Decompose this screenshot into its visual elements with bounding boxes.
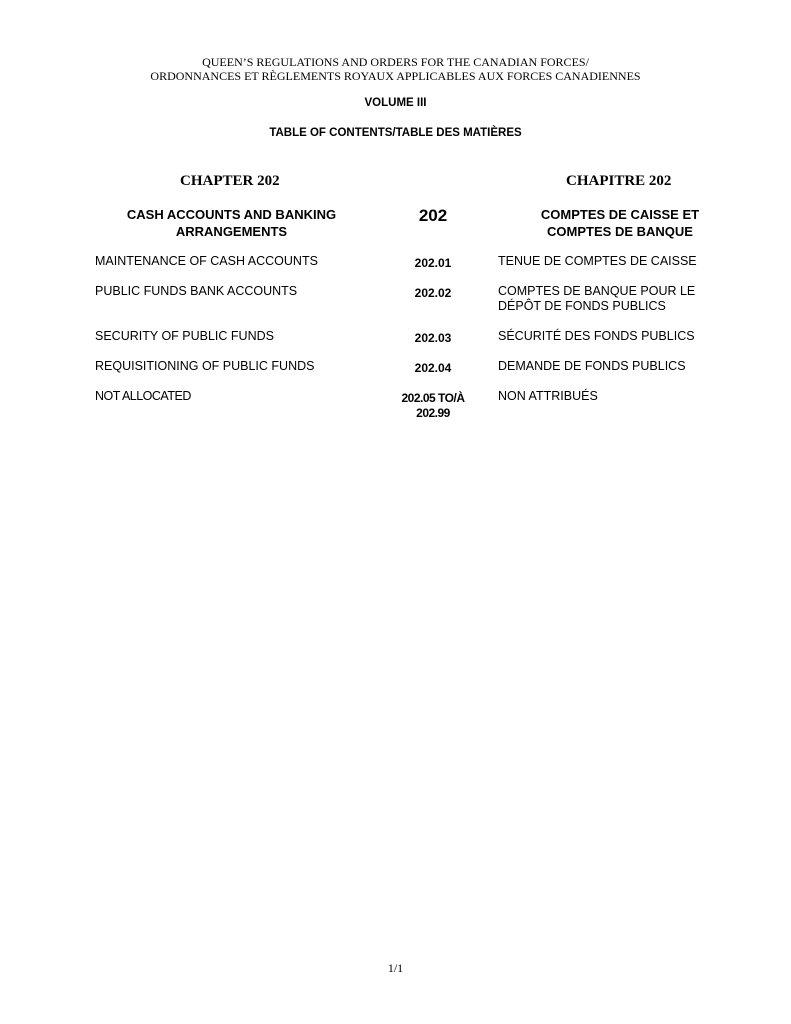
header-line-2: ORDONNANCES ET RÈGLEMENTS ROYAUX APPLICABLES AUX FORCES CANADIENNES: [150, 69, 641, 83]
volume-label: VOLUME III: [364, 97, 427, 109]
toc-entry-number-line-1: 202.05 TO/À: [401, 391, 465, 405]
chapter-title-fr-line-2: COMPTES DE BANQUE: [547, 224, 693, 239]
chapter-label-en: CHAPTER 202: [180, 173, 280, 189]
toc-entry-en: REQUISITIONING OF PUBLIC FUNDS: [95, 359, 315, 373]
chapter-title-fr-line-1: COMPTES DE CAISSE ET: [540, 207, 700, 222]
chapter-number: 202: [418, 206, 448, 225]
toc-entry-number: [383, 331, 483, 346]
toc-entry: [0, 389, 791, 429]
toc-entry-number: [383, 256, 483, 271]
toc-entry-fr: [498, 329, 738, 344]
toc-entry-number-line-1: 202.01: [414, 256, 452, 270]
toc-entry-number-line-2: 202.99: [416, 406, 450, 420]
chapter-title-en-line-1: CASH ACCOUNTS AND BANKING: [126, 207, 337, 222]
toc-entry-fr-line-1: SÉCURITÉ DES FONDS PUBLICS: [498, 329, 695, 343]
toc-entry-number: [383, 286, 483, 301]
toc-entry-number: [383, 361, 483, 376]
toc-entry-fr-line-1: COMPTES DE BANQUE POUR LE: [498, 284, 696, 298]
toc-title: TABLE OF CONTENTS/TABLE DES MATIÈRES: [269, 127, 522, 139]
document-header: [0, 55, 791, 83]
toc-entry-fr-line-2: DÉPÔT DE FONDS PUBLICS: [498, 299, 666, 313]
chapter-title-en-line-2: ARRANGEMENTS: [175, 224, 288, 239]
toc-entry-fr: [498, 284, 738, 314]
toc-entry-number: [383, 391, 483, 421]
toc-entry-number-line-1: 202.03: [414, 331, 452, 345]
toc-entry-fr-line-1: NON ATTRIBUÉS: [498, 389, 598, 403]
page-number: 1/1: [387, 961, 404, 975]
toc-entry-fr: [498, 389, 738, 404]
toc-entry-en: MAINTENANCE OF CASH ACCOUNTS: [95, 254, 318, 268]
toc-entry-number-line-1: 202.02: [414, 286, 452, 300]
header-line-1: QUEEN’S REGULATIONS AND ORDERS FOR THE CANADIAN FORCES/: [202, 55, 589, 69]
toc-entry-fr-line-1: TENUE DE COMPTES DE CAISSE: [498, 254, 697, 268]
toc-entry-en: PUBLIC FUNDS BANK ACCOUNTS: [95, 284, 298, 298]
toc-entry-fr: [498, 359, 738, 374]
chapter-title-fr: [500, 206, 740, 240]
toc-entry-fr: [498, 254, 738, 269]
toc-entry-number-line-1: 202.04: [414, 361, 452, 375]
toc-entry-en: NOT ALLOCATED: [95, 389, 191, 403]
toc-entry: [0, 284, 791, 324]
toc-entry-fr-line-1: DEMANDE DE FONDS PUBLICS: [498, 359, 686, 373]
chapter-title-en: [95, 206, 368, 240]
chapter-label-fr: CHAPITRE 202: [566, 173, 672, 189]
toc-entry-en: SECURITY OF PUBLIC FUNDS: [95, 329, 274, 343]
